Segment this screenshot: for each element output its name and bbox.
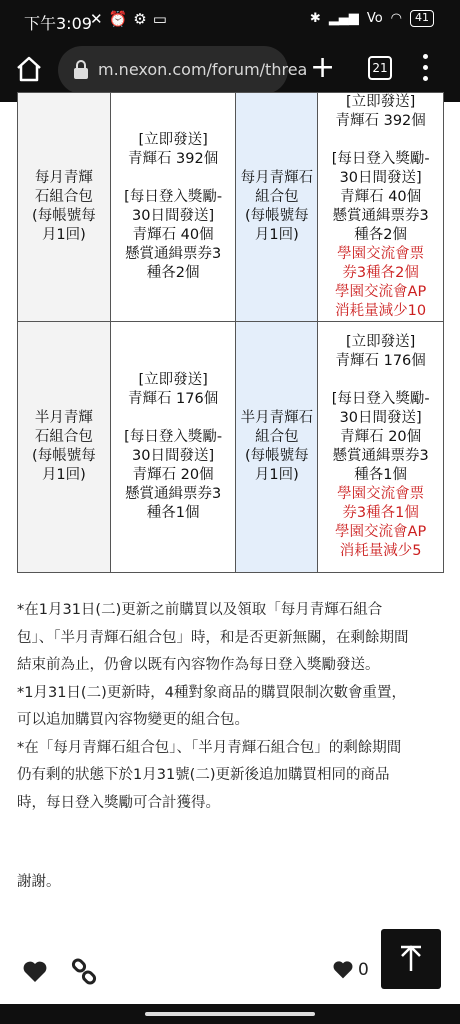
cell-text: [每日登入獎勵- [331, 151, 430, 167]
like-counter[interactable] [332, 960, 369, 980]
cell-text: [每日登入獎勵- [124, 429, 223, 445]
cell-text: 青輝石 176個 [127, 391, 219, 407]
notes-line: 結束前為止，仍會以既有內容物作為每日登入獎勵發送。 [17, 657, 380, 673]
notes-text [17, 597, 447, 817]
cell-spacer [318, 371, 443, 390]
arrow-up-icon [381, 929, 441, 989]
cell-text: [每日登入獎勵- [124, 189, 223, 205]
cell-text: 30日間發送] [339, 410, 422, 426]
cast-icon: ▭ [152, 10, 167, 28]
cell-text: [每日登入獎勵- [331, 391, 430, 407]
cell-text: 種各1個 [146, 505, 200, 521]
cell-text-highlight: 學園交流會AP [335, 524, 427, 540]
home-icon[interactable] [14, 54, 44, 84]
cell-text: [立即發送] [345, 94, 416, 110]
status-time: 下午3:09 [24, 14, 92, 33]
cell-text: 30日間發送] [339, 170, 422, 186]
cell-text: 青輝石 392個 [127, 151, 219, 167]
cell-text: 種各1個 [354, 467, 407, 483]
table-row [18, 93, 444, 322]
status-bar [0, 0, 460, 40]
table-cell [236, 93, 318, 322]
bluetooth-icon: ✱ [309, 11, 321, 26]
table-cell [236, 322, 318, 573]
table-cell [18, 93, 111, 322]
cell-text-highlight: 消耗量減少5 [339, 543, 422, 559]
home-gesture-bar[interactable] [145, 1012, 315, 1016]
settings-icon: ⚙ [133, 10, 147, 28]
cell-text: 30日間發送] [132, 208, 215, 224]
cell-text: 月1回) [41, 467, 86, 483]
new-tab-icon[interactable]: + [310, 50, 336, 85]
notes-line: *在1月31日(二)更新之前購買以及領取「每月青輝石組合 [17, 602, 383, 618]
like-count: 0 [358, 960, 369, 980]
cell-text: 月1回) [254, 227, 299, 243]
cell-text: 青輝石 392個 [335, 113, 426, 129]
cell-text: 懸賞通緝票券3 [124, 246, 222, 262]
cell-text-highlight: 學園交流會AP [335, 284, 427, 300]
cell-spacer [111, 169, 236, 188]
table-cell [110, 322, 236, 573]
cell-spacer [318, 131, 443, 150]
cell-text: 青輝石 40個 [132, 227, 214, 243]
cell-text: 半月青輝石 [240, 410, 314, 426]
notes-line: 可以追加購買內容物變更的組合包。 [17, 712, 249, 728]
cell-text: 青輝石 20個 [340, 429, 422, 445]
cell-spacer [111, 409, 236, 428]
notes-line: 時，每日登入獎勵可合計獲得。 [17, 794, 220, 811]
cell-text: (每帳號每 [245, 448, 309, 464]
cell-text: 組合包 [255, 429, 299, 445]
cell-text-highlight: 券3種各2個 [342, 265, 419, 281]
cell-text-highlight: 消耗量減少10 [335, 303, 427, 319]
heart-icon [332, 960, 354, 980]
share-link-icon[interactable] [70, 958, 98, 986]
notes-line: 包」、「半月青輝石組合包」時，和是否更新無關，在剩餘期間 [17, 629, 409, 646]
cell-text: 種各2個 [146, 265, 200, 281]
cell-text-highlight: 學園交流會票 [337, 246, 425, 262]
vowifi-icon: Vo [366, 11, 383, 26]
cell-text: 青輝石 40個 [340, 189, 422, 205]
cell-text: 組合包 [255, 189, 299, 205]
cell-text: 青輝石 20個 [132, 467, 214, 483]
system-nav-bar [0, 1004, 460, 1024]
tab-switcher-button[interactable]: 21 [368, 56, 392, 80]
lock-icon [72, 60, 90, 80]
cell-text: 懸賞通緝票券3 [332, 208, 429, 224]
cell-text: [立即發送] [138, 372, 208, 388]
notes-line: 仍有剩的狀態下於1月31號(二)更新後追加購買相同的商品 [17, 767, 390, 783]
cell-text: 懸賞通緝票券3 [124, 486, 222, 502]
wifi-icon: ◠ [390, 11, 402, 26]
scroll-to-top-button[interactable] [381, 929, 441, 989]
table-cell [110, 93, 236, 322]
cell-text: [立即發送] [345, 334, 416, 350]
mute-icon: ✕ [90, 10, 103, 28]
like-heart-icon[interactable] [22, 960, 48, 984]
status-right-icons [310, 10, 434, 27]
cell-text: 每月青輝石 [240, 170, 314, 186]
cell-text: 石組合包 [34, 429, 93, 445]
cell-text: 半月青輝 [34, 410, 93, 426]
notes-line: *1月31日(二)更新時，4種對象商品的購買限制次數會重置， [17, 684, 406, 701]
cell-text: 每月青輝 [34, 170, 93, 186]
cell-text: 種各2個 [354, 227, 407, 243]
table-cell [318, 322, 444, 573]
cell-text: 30日間發送] [132, 448, 215, 464]
cell-text-highlight: 券3種各1個 [342, 505, 419, 521]
address-bar[interactable] [58, 46, 308, 94]
cell-text: (每帳號每 [32, 208, 96, 224]
cell-text: 懸賞通緝票券3 [332, 448, 429, 464]
table-cell [318, 93, 444, 322]
table-cell [18, 322, 111, 573]
status-left-icons [90, 10, 167, 28]
battery-icon: 41 [410, 10, 434, 27]
cell-text: (每帳號每 [245, 208, 309, 224]
notes-line: *在「每月青輝石組合包」、「半月青輝石組合包」的剩餘期間 [17, 739, 402, 756]
url-text: m.nexon.com/forum/threa [98, 60, 308, 79]
cell-text-highlight: 學園交流會票 [337, 486, 425, 502]
signal-icon: ▂▄▆ [328, 11, 359, 26]
thanks-text: 謝謝。 [17, 874, 61, 890]
cell-text: [立即發送] [138, 132, 208, 148]
table-row [18, 322, 444, 573]
cell-text: 青輝石 176個 [335, 353, 426, 369]
cell-text: 月1回) [41, 227, 86, 243]
alarm-icon: ⏰ [108, 10, 128, 28]
cell-text: 月1回) [254, 467, 299, 483]
cell-text: 石組合包 [34, 189, 93, 205]
more-menu-icon[interactable] [420, 54, 430, 84]
cell-text: (每帳號每 [32, 448, 96, 464]
package-table [17, 94, 444, 572]
